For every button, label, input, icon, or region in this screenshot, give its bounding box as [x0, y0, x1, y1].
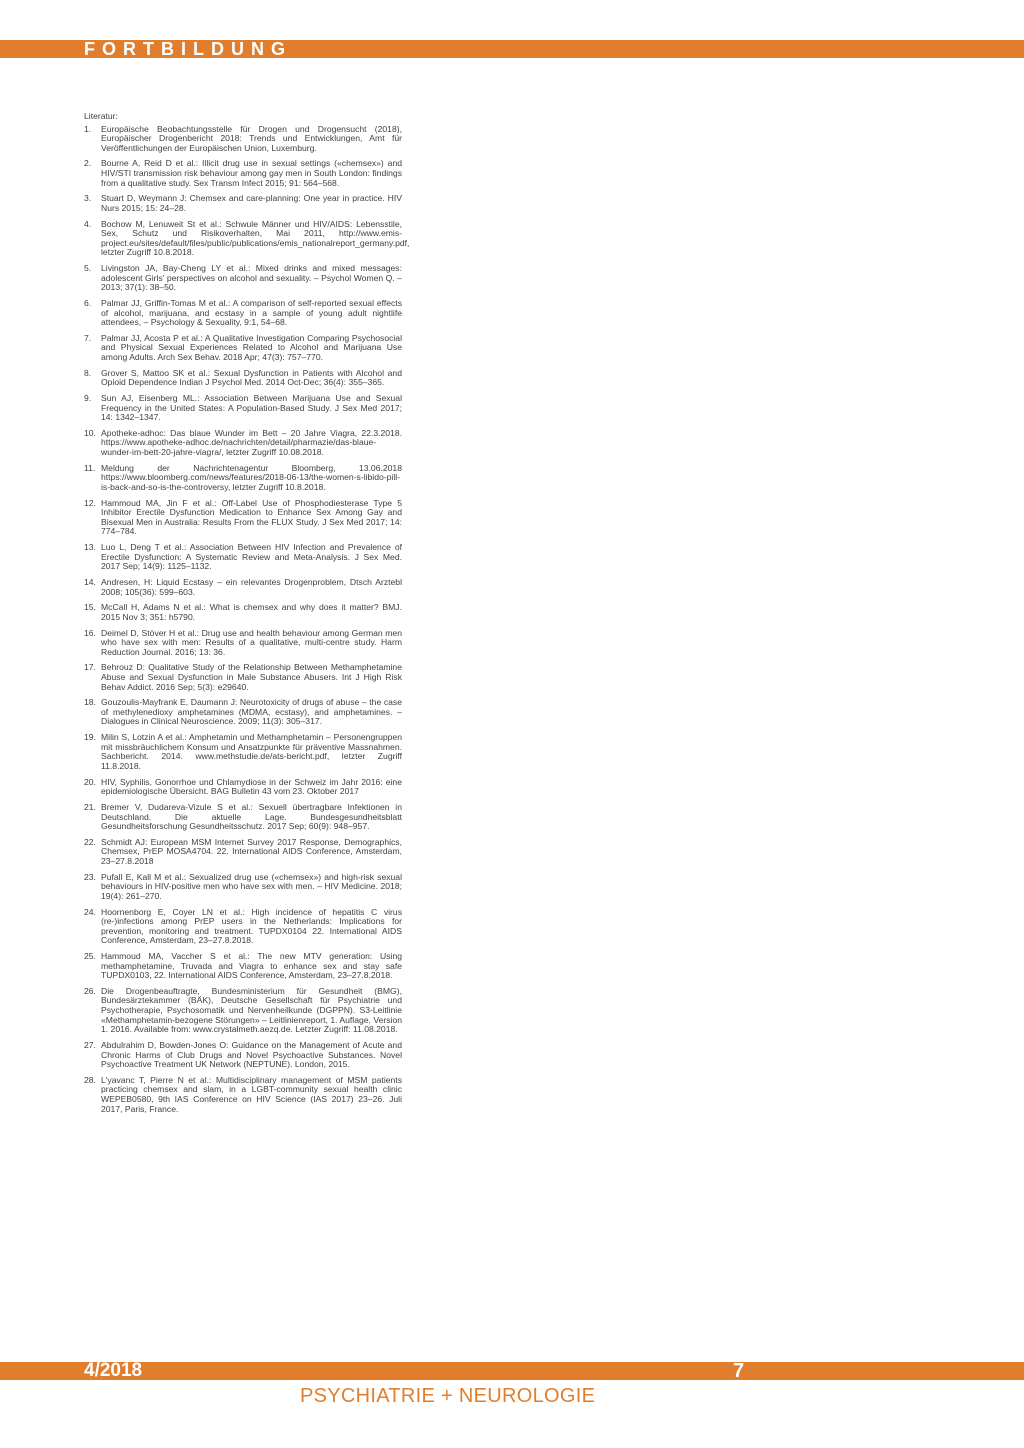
reference-item	[84, 264, 402, 293]
reference-item	[84, 987, 402, 1035]
reference-text: Luo L, Deng T et al.: Association Between HIV Infection and Prevalence of Erectile Dysfunction: A Systematic Review and Meta-Analysis. J Sex Med. 2017 Sep; 14(9): 1125–1132.	[101, 542, 402, 572]
references-list	[84, 123, 410, 1115]
reference-number: 18.	[84, 697, 96, 708]
reference-number: 6.	[84, 297, 92, 308]
reference-item	[84, 873, 402, 902]
reference-number: 23.	[84, 871, 96, 882]
reference-text: Bremer V, Dudareva-Vizule S et al.: Sexuell übertragbare Infektionen in Deutschland. Die aktuelle Lage. Bundesgesundheitsblatt Gesundheitsforschung Gesundheitsschutz. 2017 Sep; 60(9): 948–957.	[101, 801, 402, 832]
reference-item	[84, 125, 402, 154]
reference-text: Schmidt AJ: European MSM Internet Survey 2017 Response, Demographics, Chemsex, PrEP MOSA4704. 22. International AIDS Conference, Amsterdam, 23–27.8.2018	[101, 836, 402, 866]
reference-item	[84, 394, 402, 423]
issue-label: 4/2018	[84, 1360, 143, 1381]
reference-number: 24.	[84, 906, 96, 917]
reference-item	[84, 299, 402, 328]
reference-item	[84, 698, 402, 727]
reference-text: Meldung der Nachrichtenagentur Bloomberg, 13.06.2018 https://www.bloomberg.com/news/features/2018-06-13/the-women-s-libido-pill-is-back-and-so-is-the-controversy, letzter Zugriff 10.8.2018.	[101, 462, 402, 492]
reference-item	[84, 733, 402, 771]
reference-text: Andresen, H: Liquid Ecstasy – ein relevantes Drogenproblem, Dtsch Arztebl 2008; 105(36): 599–603.	[101, 576, 402, 597]
reference-item	[84, 334, 402, 363]
reference-text: Deimel D, Stöver H et al.: Drug use and health behaviour among German men who have sex with men: Results of a qualitative, multi-centre study. Harm Reduction Journal. 2016; 13: 36.	[101, 627, 402, 657]
reference-item	[84, 1041, 402, 1070]
reference-text: Milin S, Lotzin A et al.: Amphetamin und Methamphetamin – Personengruppen mit missbräuchlichem Konsum und Ansatzpunkte für präventive Massnahmen. Sachbericht. 2014. www.methstudie.de/ats-bericht.pdf, letzter Zugriff 11.8.2018.	[101, 732, 402, 771]
reference-number: 26.	[84, 985, 96, 996]
reference-item	[84, 1076, 402, 1114]
reference-number: 10.	[84, 427, 96, 438]
reference-text: HIV, Syphilis, Gonorrhoe und Chlamydiose in der Schweiz im Jahr 2016: eine epidemiologische Übersicht. BAG Bulletin 43 vom 23. Oktober 2017	[101, 776, 402, 797]
reference-number: 4.	[84, 218, 92, 229]
reference-text: Bourne A, Reid D et al.: Illicit drug use in sexual settings («chemsex») and HIV/STI transmission risk behaviour among gay men in South London: findings from a qualitative study. Sex Transm Infect 2015; 91: 564–568.	[101, 158, 402, 188]
reference-item	[84, 952, 402, 981]
reference-number: 5.	[84, 263, 92, 274]
reference-item	[84, 778, 402, 797]
reference-number: 16.	[84, 627, 96, 638]
reference-number: 27.	[84, 1039, 96, 1050]
reference-item	[84, 803, 402, 832]
reference-text: Behrouz D: Qualitative Study of the Relationship Between Methamphetamine Abuse and Sexual Dysfunction in Male Substance Abusers. Int J High Risk Behav Addict. 2016 Sep; 5(3): e29640.	[101, 662, 402, 692]
reference-item	[84, 369, 402, 388]
reference-item	[84, 464, 402, 493]
reference-item	[84, 194, 402, 213]
reference-number: 11.	[84, 462, 96, 473]
reference-text: Stuart D, Weymann J: Chemsex and care-planning: One year in practice. HIV Nurs 2015; 15: 24–28.	[101, 193, 402, 213]
reference-number: 20.	[84, 776, 96, 787]
reference-number: 21.	[84, 801, 96, 812]
reference-number: 14.	[84, 576, 96, 587]
page-number: 7	[733, 1360, 745, 1382]
reference-number: 12.	[84, 497, 96, 508]
reference-number: 28.	[84, 1074, 96, 1085]
footer-band	[0, 1362, 1024, 1380]
references-heading: Literatur:	[84, 111, 118, 121]
reference-text: Gouzoulis-Mayfrank E, Daumann J: Neurotoxicity of drugs of abuse – the case of methylenedioxy amphetamines (MDMA, ecstasy), and amphetamines. – Dialogues in Clinical Neuroscience. 2009; 11(3): 305–317.	[101, 697, 402, 727]
reference-text: Hammoud MA, Vaccher S et al.: The new MTV generation: Using methamphetamine, Truvada and Viagra to enhance sex and stay safe TUPDX0103, 22. International AIDS Conference, Amsterdam, 23–27.8.2018.	[101, 951, 402, 981]
reference-text: Die Drogenbeauftragte, Bundesministerium für Gesundheit (BMG), Bundesärztekammer (BÄK), Deutsche Gesellschaft für Psychiatrie und Psychotherapie, Psychosomatik und Nervenheilkunde (DGPPN). S3-Leitlinie «Methamphetamin-bezogene Störungen» – Leitlinienreport, 1. Auflage. Version 1. 2016. Available from: www.crystalmeth.aezq.de. Letzter Zugriff: 11.08.2018.	[101, 985, 402, 1035]
reference-text: Hammoud MA, Jin F et al.: Off-Label Use of Phosphodiesterase Type 5 Inhibitor Erectile Dysfunction Medication to Enhance Sex Among Gay and Bisexual Men in Australia: Results From the FLUX Study. J Sex Med 2017; 14: 774–784.	[101, 497, 402, 537]
reference-text: Palmar JJ, Acosta P et al.: A Qualitative Investigation Comparing Psychosocial and Physical Sexual Experiences Related to Alcohol and Marijuana Use among Adults. Arch Sex Behav. 2018 Apr; 47(3): 757–770.	[101, 332, 402, 363]
reference-item	[84, 578, 402, 597]
reference-item	[84, 663, 402, 692]
reference-text: Apotheke-adhoc: Das blaue Wunder im Bett – 20 Jahre Viagra, 22.3.2018. https://www.apotheke-adhoc.de/nachrichten/detail/pharmazie/das-blaue-wunder-im-bett-20-jahre-viagra/, letzter Zugriff 10.08.2018.	[101, 427, 402, 458]
reference-item	[84, 159, 402, 188]
reference-number: 7.	[84, 332, 92, 343]
reference-number: 22.	[84, 836, 96, 847]
reference-number: 8.	[84, 367, 92, 378]
section-title: FORTBILDUNG	[84, 39, 292, 59]
reference-text: Europäische Beobachtungsstelle für Drogen und Drogensucht (2018), Europäischer Drogenbericht 2018: Trends und Entwicklungen, Amt für Veröffentlichungen der Europäischen Union, Luxemburg.	[101, 123, 402, 153]
reference-item	[84, 429, 402, 458]
reference-text: McCall H, Adams N et al.: What is chemsex and why does it matter? BMJ. 2015 Nov 3; 351: h5790.	[101, 602, 402, 622]
reference-text: Abdulrahim D, Bowden-Jones O: Guidance on the Management of Acute and Chronic Harms of Club Drugs and Novel Psychoactive Substances. Novel Psychoactive Treatment UK Network (NEPTUNE). London, 2015.	[101, 1039, 402, 1070]
reference-item	[84, 629, 402, 658]
reference-text: L'yavanc T, Pierre N et al.: Multidisciplinary management of MSM patients practicing chemsex and slam, in a LGBT-community sexual health clinic WEPEB0580, 9th IAS Conference on HIV Science (IAS 2017) 23–26. Juli 2017, Paris, France.	[101, 1074, 402, 1114]
reference-number: 25.	[84, 951, 96, 961]
journal-name: PSYCHIATRIE + NEUROLOGIE	[300, 1385, 596, 1407]
reference-item	[84, 908, 402, 946]
reference-item	[84, 218, 410, 258]
reference-text: Palmar JJ, Griffin-Tomas M et al.: A comparison of self-reported sexual effects of alcohol, marijuana, and ecstasy in a sample of young adult nightlife attendees, – Psychology & Sexuality, 9:1, 54–68.	[101, 297, 402, 328]
reference-text: Sun AJ, Eisenberg ML.: Association Between Marijuana Use and Sexual Frequency in the United States: A Population-Based Study. J Sex Med 2017; 14: 1342–1347.	[101, 393, 402, 423]
references-section	[84, 111, 410, 1120]
reference-number: 3.	[84, 193, 92, 204]
reference-item	[84, 603, 402, 622]
reference-number: 9.	[84, 393, 92, 403]
reference-item	[84, 499, 402, 537]
reference-text: Bochow M, Lenuweit St et al.: Schwule Männer und HIV/AIDS: Lebensstile, Sex, Schutz und Risikoverhalten, Mai 2011, http://www.emis-project.eu/sites/default/files/public/publications/emis_nationalreport_germany.pdf, letzter Zugriff 10.8.2018.	[101, 218, 410, 258]
reference-number: 19.	[84, 732, 96, 743]
reference-text: Hoornenborg E, Coyer LN et al.: High incidence of hepatitis C virus (re-)infections among PrEP users in the Netherlands: Implications for prevention, monitoring and treatment. TUPDX0104 22. International AIDS Conference, Amsterdam, 23–27.8.2018.	[101, 906, 402, 946]
reference-number: 1.	[84, 123, 92, 134]
reference-number: 2.	[84, 158, 92, 169]
reference-number: 17.	[84, 662, 96, 673]
reference-text: Livingston JA, Bay-Cheng LY et al.: Mixed drinks and mixed messages: adolescent Girls' perspectives on alcohol and sexuality. – Psychol Women Q. – 2013; 37(1): 38–50.	[101, 263, 402, 293]
reference-text: Pufall E, Kall M et al.: Sexualized drug use («chemsex») and high-risk sexual behaviours in HIV-positive men who have sex with men. – HIV Medicine. 2018; 19(4): 261–270.	[101, 871, 402, 901]
reference-number: 15.	[84, 602, 96, 613]
reference-number: 13.	[84, 542, 96, 553]
reference-text: Grover S, Mattoo SK et al.: Sexual Dysfunction in Patients with Alcohol and Opioid Dependence Indian J Psychol Med. 2014 Oct-Dec; 36(4): 355–365.	[101, 367, 402, 388]
reference-item	[84, 543, 402, 572]
reference-item	[84, 838, 402, 867]
